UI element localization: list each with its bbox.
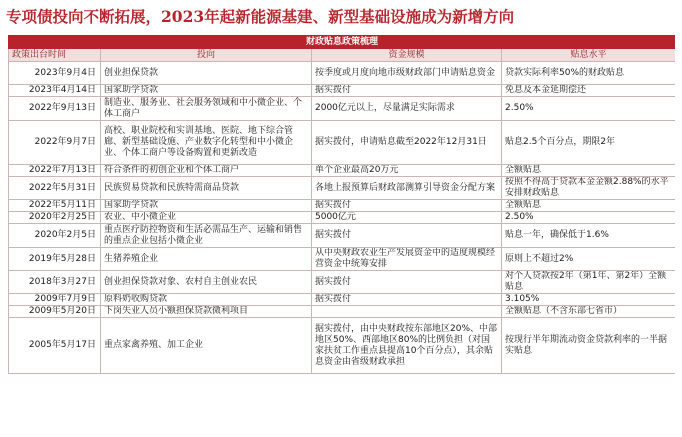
- target-cell: 民族贸易贷款和民族特需商品贷款: [101, 177, 312, 200]
- table-row: [9, 177, 676, 200]
- table-row: [9, 121, 676, 165]
- date-cell: 2020年2月25日: [9, 212, 101, 224]
- subsidy-cell: 原则上不超过2%: [502, 248, 676, 271]
- target-cell: 高校、职业院校和实训基地、医院、地下综合管廊、新型基础设施、产业数字化转型和中小微企业、个体工商户等设备购置和更新改造: [101, 121, 312, 165]
- subsidy-cell: 对个人贷款按2年（第1年、第2年）全额贴息: [502, 271, 676, 294]
- subsidy-cell: 免息及本金延期偿还: [502, 85, 676, 97]
- date-cell: 2018年3月27日: [9, 271, 101, 294]
- fund-cell: 单个企业最高20万元: [312, 165, 502, 177]
- interest-subsidy-policy-table: [8, 35, 675, 374]
- table-row: [9, 306, 676, 318]
- target-cell: 国家助学贷款: [101, 85, 312, 97]
- target-cell: 国家助学贷款: [101, 200, 312, 212]
- date-cell: 2020年2月5日: [9, 224, 101, 248]
- target-cell: 重点医疗防控物资和生活必需品生产、运输和销售的重点企业包括小微企业: [101, 224, 312, 248]
- fund-cell: 据实拨付: [312, 224, 502, 248]
- target-cell: 创业担保贷款: [101, 62, 312, 85]
- table-body: [9, 62, 676, 374]
- fund-cell: 据实拨付: [312, 85, 502, 97]
- subsidy-cell: 全额贴息: [502, 200, 676, 212]
- subsidy-cell: 按照不得高于贷款本金金额2.88%的水平安排财政贴息: [502, 177, 676, 200]
- table-row: [9, 318, 676, 374]
- target-cell: 农业、中小微企业: [101, 212, 312, 224]
- subsidy-cell: 全额贴息: [502, 165, 676, 177]
- subsidy-cell: 贷款实际利率50%的财政贴息: [502, 62, 676, 85]
- fund-cell: 据实拨付: [312, 271, 502, 294]
- date-cell: 2023年9月4日: [9, 62, 101, 85]
- subsidy-cell: 全额贴息（不含东部七省市）: [502, 306, 676, 318]
- table-row: [9, 200, 676, 212]
- column-header-date: 政策出台时间: [9, 49, 101, 62]
- target-cell: 生猪养殖企业: [101, 248, 312, 271]
- subsidy-cell: 2.50%: [502, 97, 676, 121]
- date-cell: 2022年5月31日: [9, 177, 101, 200]
- table-row: [9, 97, 676, 121]
- subsidy-cell: 贴息一年，确保低于1.6%: [502, 224, 676, 248]
- table-row: [9, 248, 676, 271]
- column-header-target: 投向: [101, 49, 312, 62]
- target-cell: 符合条件的初创企业和个体工商户: [101, 165, 312, 177]
- fund-cell: 按季度或月度向地市级财政部门申请贴息资金: [312, 62, 502, 85]
- fund-cell: 2000亿元以上，尽量满足实际需求: [312, 97, 502, 121]
- subsidy-cell: 3.105%: [502, 294, 676, 306]
- target-cell: 制造业、服务业、社会服务领域和中小微企业、个体工商户: [101, 97, 312, 121]
- target-cell: 下岗失业人员小额担保贷款微利项目: [101, 306, 312, 318]
- policy-table-container: [8, 35, 675, 435]
- table-row: [9, 85, 676, 97]
- table-row: [9, 212, 676, 224]
- fund-cell: [312, 306, 502, 318]
- fund-cell: 据实拨付: [312, 200, 502, 212]
- subsidy-cell: 贴息2.5个百分点，期限2年: [502, 121, 676, 165]
- subsidy-cell: 2.50%: [502, 212, 676, 224]
- date-cell: 2022年9月13日: [9, 97, 101, 121]
- column-header-fund: 资金规模: [312, 49, 502, 62]
- date-cell: 2009年5月20日: [9, 306, 101, 318]
- date-cell: 2005年5月17日: [9, 318, 101, 374]
- fund-cell: 从中央财政农业生产发展资金中的适度规模经营资金中统筹安排: [312, 248, 502, 271]
- table-row: [9, 271, 676, 294]
- target-cell: 创业担保贷款对象、农村自主创业农民: [101, 271, 312, 294]
- fund-cell: 5000亿元: [312, 212, 502, 224]
- date-cell: 2022年7月13日: [9, 165, 101, 177]
- subsidy-cell: 按现行半年期流动资金贷款利率的一半据实贴息: [502, 318, 676, 374]
- fund-cell: 各地上报预算后财政部测算引导资金分配方案: [312, 177, 502, 200]
- table-row: [9, 294, 676, 306]
- date-cell: 2019年5月28日: [9, 248, 101, 271]
- table-row: [9, 62, 676, 85]
- column-header-subsidy: 贴息水平: [502, 49, 676, 62]
- page-headline: 专项债投向不断拓展，2023年起新能源基建、新型基础设施成为新增方向: [6, 7, 515, 26]
- fund-cell: 据实拨付，由中央财政按东部地区20%、中部地区50%、西部地区80%的比例负担（对国家扶贫工作重点县提高10个百分点），其余贴息资金由省级财政承担: [312, 318, 502, 374]
- date-cell: 2009年7月9日: [9, 294, 101, 306]
- date-cell: 2022年9月7日: [9, 121, 101, 165]
- table-title: 财政贴息政策梳理: [9, 36, 676, 49]
- target-cell: 原料奶收购贷款: [101, 294, 312, 306]
- fund-cell: 据实拨付，申请贴息截至2022年12月31日: [312, 121, 502, 165]
- fund-cell: 据实拨付: [312, 294, 502, 306]
- date-cell: 2022年5月11日: [9, 200, 101, 212]
- table-row: [9, 165, 676, 177]
- table-row: [9, 224, 676, 248]
- target-cell: 重点家禽养殖、加工企业: [101, 318, 312, 374]
- date-cell: 2023年4月14日: [9, 85, 101, 97]
